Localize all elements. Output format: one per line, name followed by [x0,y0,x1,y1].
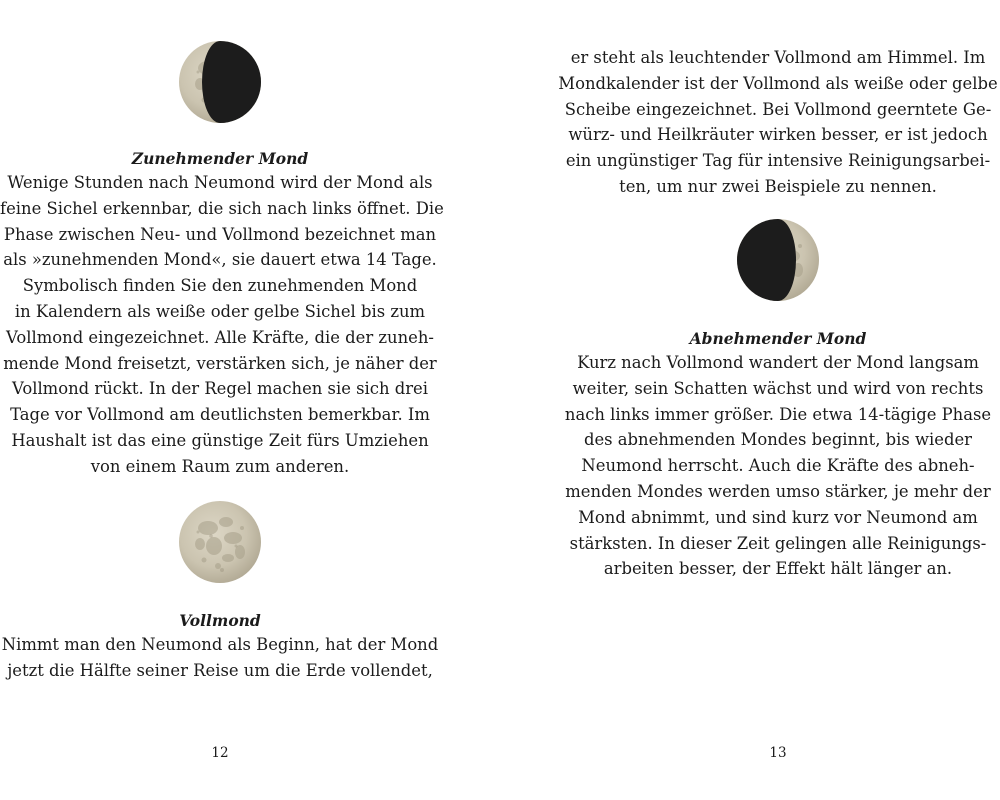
section-heading: Vollmond [179,611,261,630]
text-line: Mond abnimmt, und sind kurz vor Neumond am [578,507,978,527]
text-line: Haushalt ist das eine günstige Zeit fürs Umziehen [11,430,429,450]
text-line: arbeiten besser, der Effekt hält länger an. [603,559,953,579]
text-line: weiter, sein Schatten wächst und wird von rechts [572,378,984,398]
section-heading: Abnehmender Mond [689,329,867,348]
text-line: als »zunehmenden Mond«, sie dauert etwa 14 Tage. [3,250,437,270]
waning-moon-icon [736,218,820,302]
section-heading: Zunehmender Mond [131,149,309,168]
left-page [0,0,444,800]
text-line: würz- und Heilkräuter wirken besser, er ist jedoch [568,125,988,145]
page-number: 12 [211,745,229,761]
text-line: in Kalendern als weiße oder gelbe Sichel bis zum [14,301,426,321]
waxing-moon-icon [178,40,262,124]
text-line: menden Mondes werden umso stärker, je mehr der [565,481,991,501]
section-paragraph [0,170,444,480]
section-full-moon [0,610,440,684]
text-line: Phase zwischen Neu- und Vollmond bezeichnet man [3,224,437,244]
text-line: nach links immer größer. Die etwa 14-tägige Phase [564,404,992,424]
text-line: feine Sichel erkennbar, die sich nach links öffnet. Die [0,198,444,218]
text-line: Neumond herrscht. Auch die Kräfte des abneh- [581,456,975,476]
text-line: Symbolisch finden Sie den zunehmenden Mond [22,276,418,296]
section-waxing-moon [0,148,444,480]
text-line: Vollmond rückt. In der Regel machen sie sich drei [12,379,428,399]
text-line: Nimmt man den Neumond als Beginn, hat der Mond [1,635,439,654]
text-line: er steht als leuchtender Vollmond am Himmel. Im [570,48,986,67]
text-line: Kurz nach Vollmond wandert der Mond langsam [577,353,979,372]
right-page [558,0,998,800]
continuation-paragraph [558,45,998,200]
full-moon-icon [178,500,262,584]
section-waning-moon [558,328,998,582]
text-line: von einem Raum zum anderen. [90,456,350,476]
section-paragraph [558,350,998,582]
text-line: stärksten. In dieser Zeit gelingen alle Reinigungs- [569,533,987,553]
text-line: Scheibe eingezeichnet. Bei Vollmond geerntete Ge- [564,99,992,119]
text-line: ten, um nur zwei Beispiele zu nennen. [619,176,937,196]
section-paragraph [558,45,998,200]
text-line: jetzt die Hälfte seiner Reise um die Erde vollendet, [7,660,433,680]
text-line: Tage vor Vollmond am deutlichsten bemerkbar. Im [10,405,430,425]
text-line: Wenige Stunden nach Neumond wird der Mond als [7,173,433,192]
section-paragraph [0,632,440,684]
text-line: des abnehmenden Mondes beginnt, bis wieder [583,430,973,450]
text-line: ein ungünstiger Tag für intensive Reinigungsarbei- [565,151,991,171]
page-number: 13 [769,745,787,761]
text-line: mende Mond freisetzt, verstärken sich, je näher der [3,353,437,373]
text-line: Vollmond eingezeichnet. Alle Kräfte, die der zuneh- [6,327,434,347]
text-line: Mondkalender ist der Vollmond als weiße oder gelbe [558,73,998,93]
